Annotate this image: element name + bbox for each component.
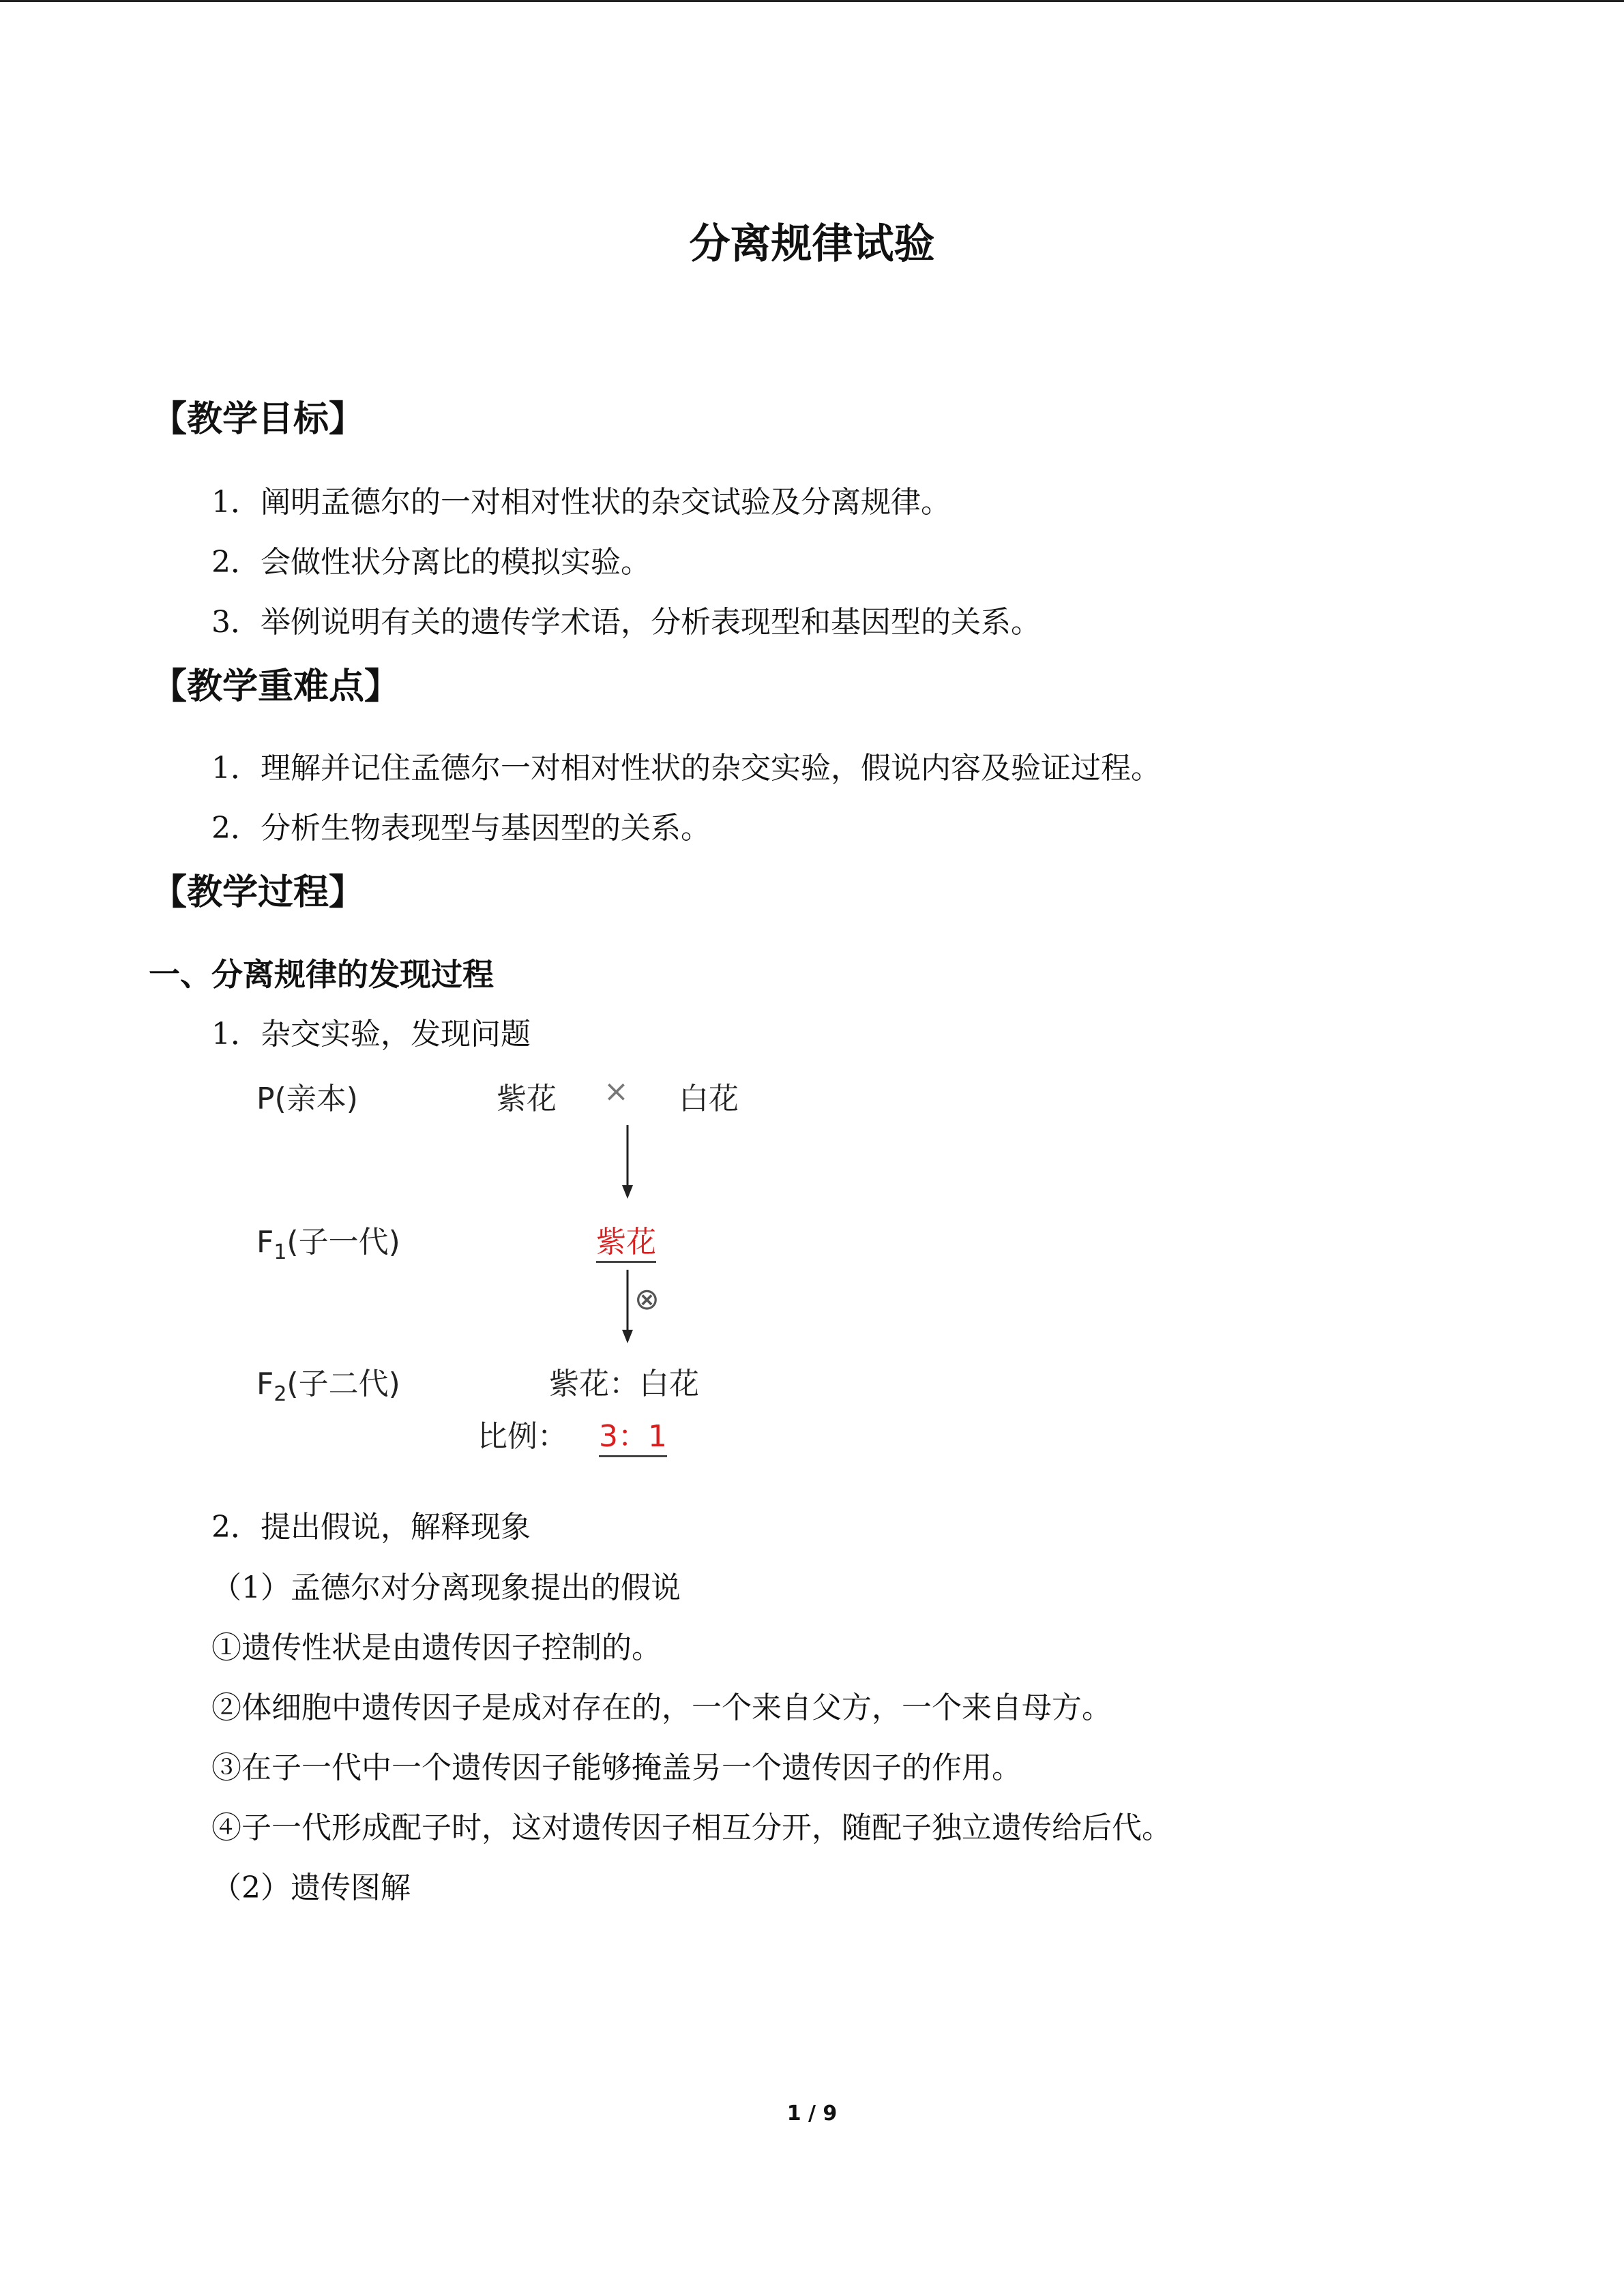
genetic-diagram-heading: （2）遗传图解 <box>211 1870 411 1905</box>
ratio-label: 比例： <box>477 1419 567 1454</box>
f2-label: $F_2$(子二代) <box>256 1367 400 1406</box>
goal-item-1: 1．阐明孟德尔的一对相对性状的杂交试验及分离规律。 <box>211 485 951 520</box>
hypothesis-3: ③在子一代中一个遗传因子能够掩盖另一个遗传因子的作用。 <box>211 1750 1022 1785</box>
goal-item-2: 2．会做性状分离比的模拟实验。 <box>211 545 651 580</box>
cross-symbol: × <box>604 1074 629 1109</box>
heading-teaching-process: 【教学过程】 <box>151 872 365 913</box>
hypothesis-heading: （1）孟德尔对分离现象提出的假说 <box>211 1570 681 1605</box>
subheading-discovery: 一、分离规律的发现过程 <box>149 956 494 993</box>
hypothesis-1: ①遗传性状是由遗传因子控制的。 <box>211 1630 662 1665</box>
key-item-1: 1．理解并记住孟德尔一对相对性状的杂交实验，假说内容及验证过程。 <box>211 751 1161 786</box>
page-title: 分离规律试验 <box>689 220 935 268</box>
heading-teaching-goals: 【教学目标】 <box>151 399 365 440</box>
heading-key-points: 【教学重难点】 <box>151 666 400 707</box>
page-number: 1 / 9 <box>786 2102 838 2126</box>
goal-item-3: 3．举例说明有关的遗传学术语，分析表现型和基因型的关系。 <box>211 605 1041 640</box>
step-2: 2．提出假说，解释现象 <box>211 1510 531 1545</box>
f1-value: 紫花 <box>596 1217 656 1261</box>
step-1: 1．杂交实验，发现问题 <box>211 1017 531 1052</box>
hypothesis-4: ④子一代形成配子时，这对遗传因子相互分开，随配子独立遗传给后代。 <box>211 1810 1172 1845</box>
p-left-value: 紫花 <box>497 1082 557 1116</box>
p-label: P(亲本) <box>256 1082 358 1116</box>
self-cross-icon: ⊗ <box>634 1282 660 1317</box>
f1-label: $F_1$(子一代) <box>256 1225 400 1264</box>
top-border <box>0 0 1624 2</box>
f2-value: 紫花：白花 <box>549 1367 699 1401</box>
p-right-value: 白花 <box>679 1082 739 1116</box>
key-item-2: 2．分析生物表现型与基因型的关系。 <box>211 811 711 846</box>
arrow-down-icon <box>617 1125 638 1200</box>
hypothesis-2: ②体细胞中遗传因子是成对存在的，一个来自父方，一个来自母方。 <box>211 1690 1112 1725</box>
ratio-value: 3：1 <box>599 1412 667 1455</box>
